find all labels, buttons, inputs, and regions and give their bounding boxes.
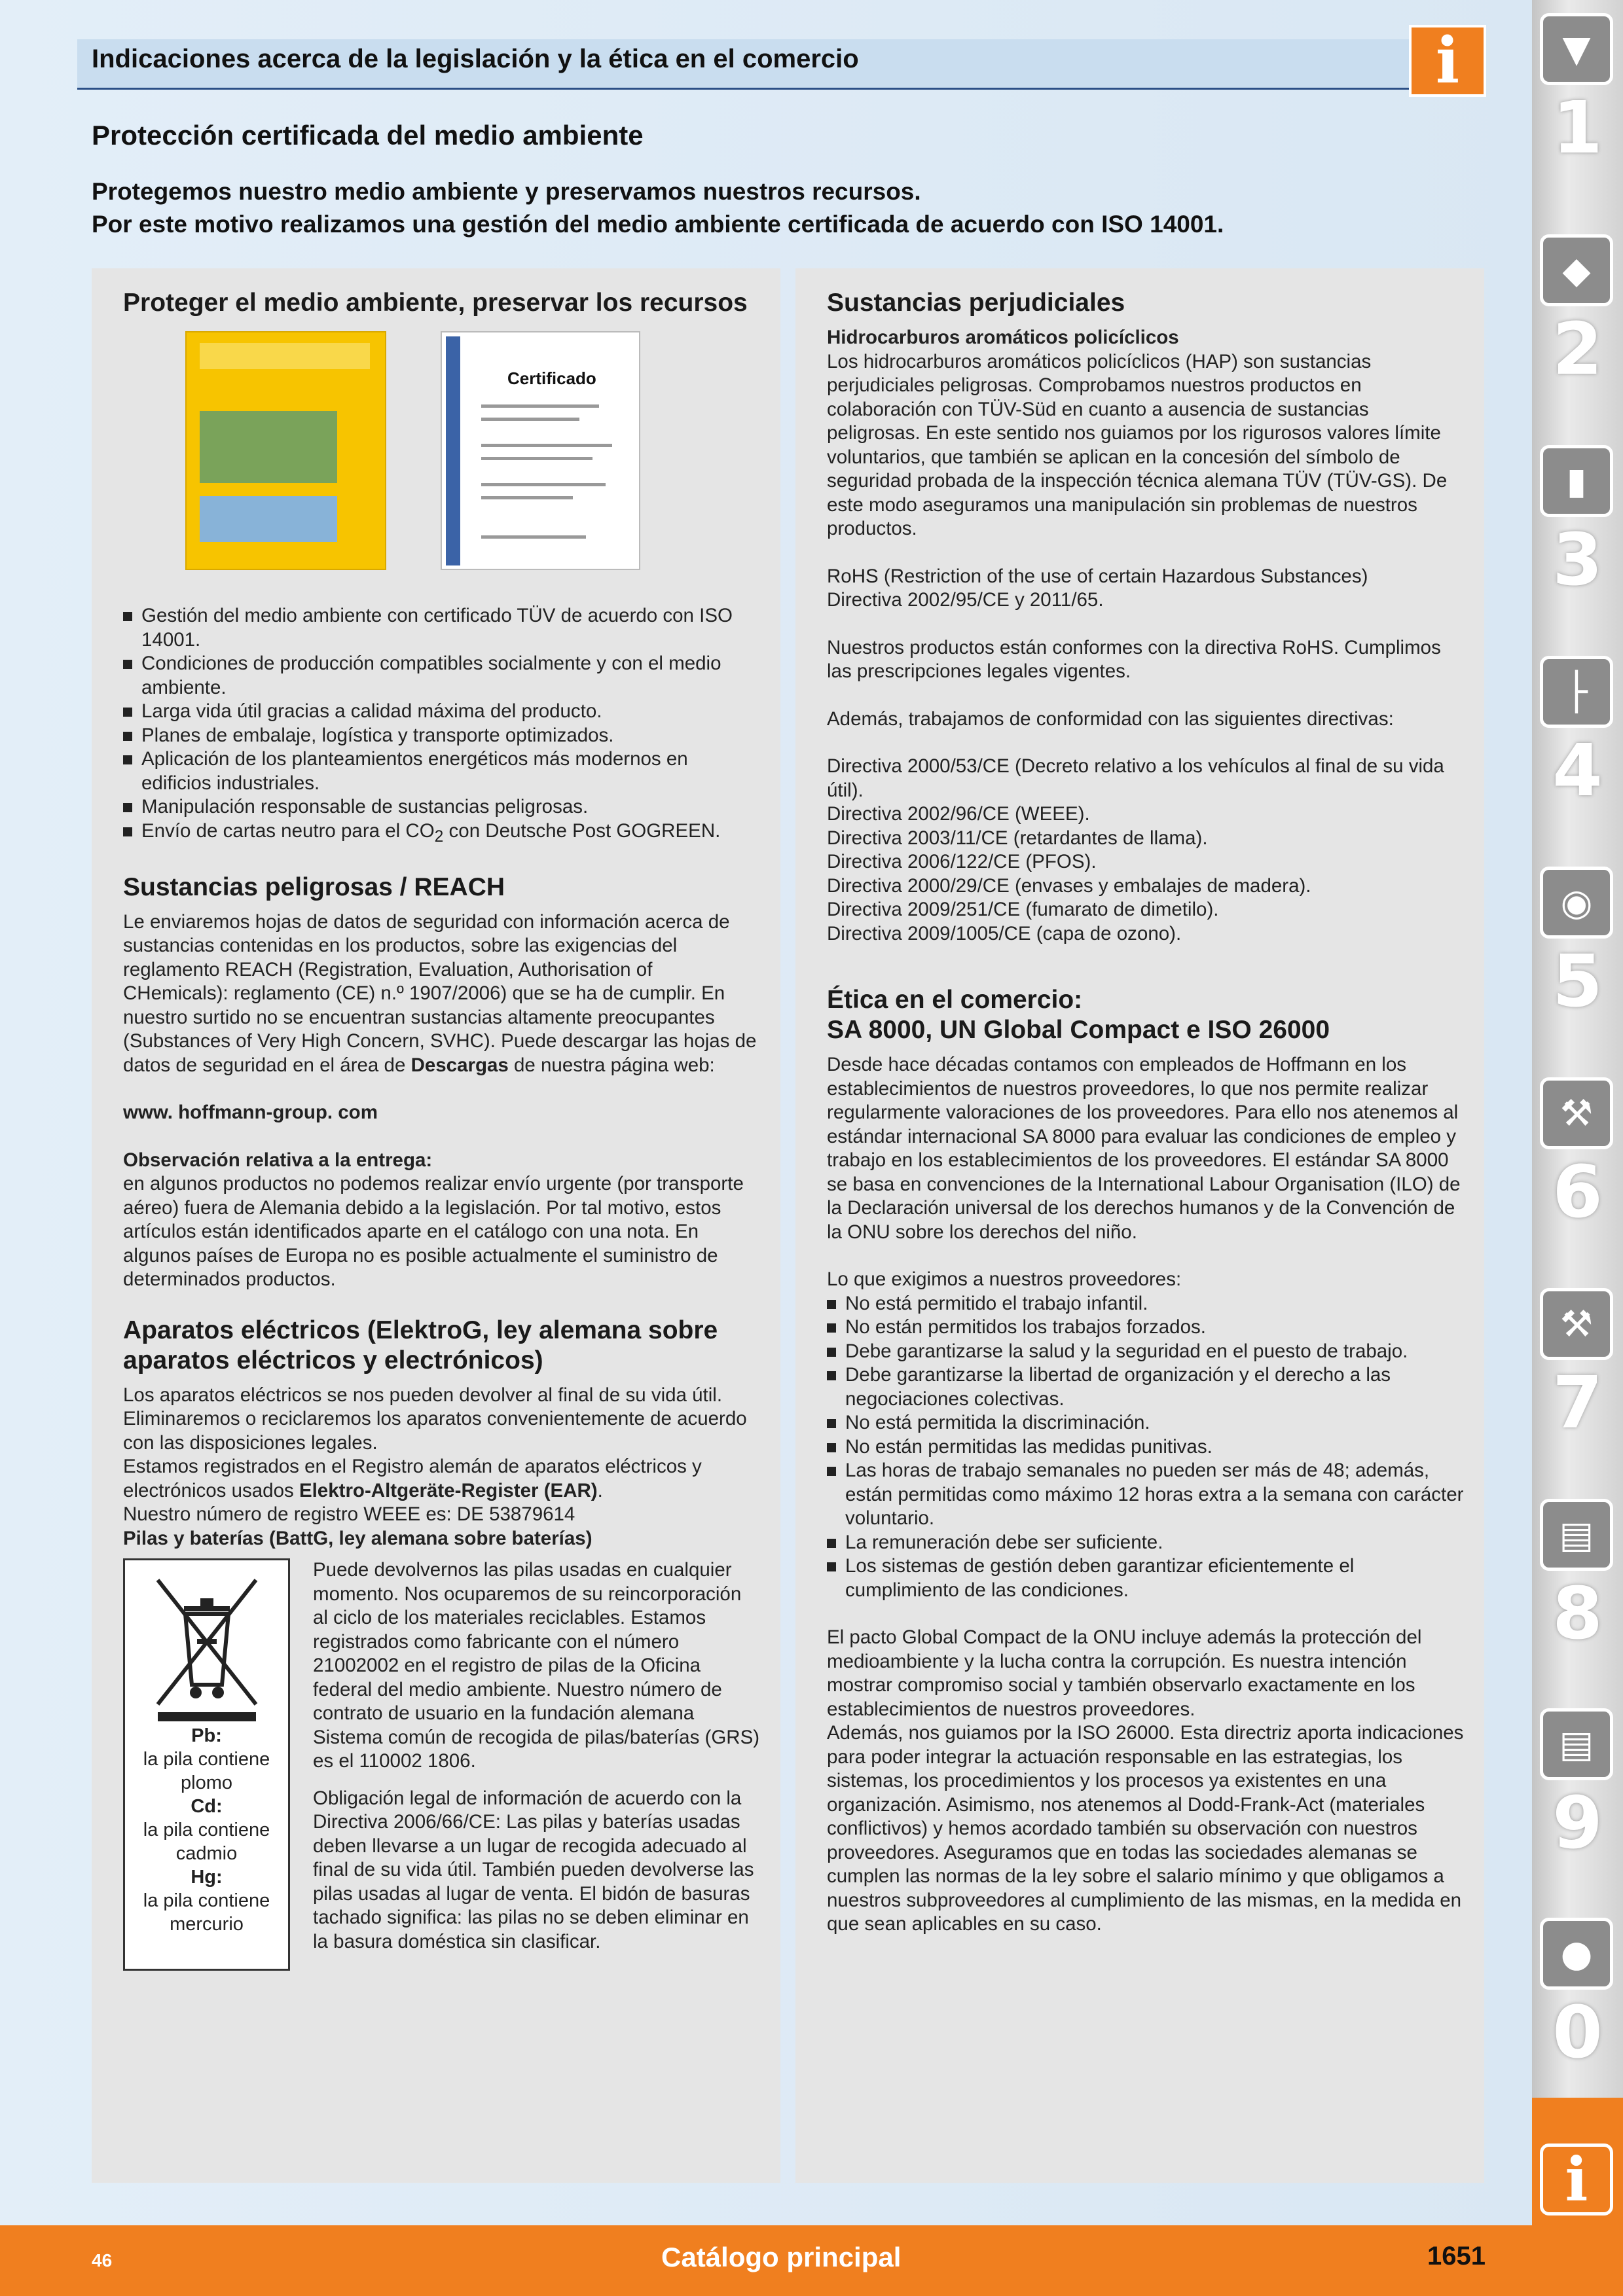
list-item: Debe garantizarse la libertad de organización y el derecho a las negociaciones colectivas. — [827, 1363, 1465, 1411]
tab-2[interactable]: ◆ 2 — [1540, 234, 1615, 391]
battery-symbol-box — [123, 1558, 290, 1971]
page-number: 46 — [92, 2250, 113, 2270]
tab-7[interactable]: ⚒ 7 — [1540, 1288, 1615, 1445]
battery-return-text: Puede devolvernos las pilas usadas en cualquier momento. Nos ocuparemos de su reincorporación al ciclo de los materiales reciclables. Estamos registrados como fabricante con el número 21002002 en el registro de pilas de la Oficina federal del medio ambiente. Nuestro número de contrato de usuario en la fundación alemana Sistema común de recogida de pilas/baterías (GRS) es el 110002 1806. — [313, 1559, 760, 1772]
mercury-label: Hg: — [191, 1867, 223, 1888]
left-column — [123, 288, 761, 1954]
list-item: Debe garantizarse la salud y la seguridad en el puesto de trabajo. — [827, 1340, 1465, 1364]
crossed-bin-icon — [151, 1573, 263, 1724]
tab-0[interactable]: ● 0 — [1540, 1918, 1615, 2075]
battery-text — [313, 1558, 761, 1954]
directive-item: Directiva 2006/122/CE (PFOS). — [827, 851, 1097, 872]
tab-3[interactable]: ▮ 3 — [1540, 445, 1615, 602]
tab-9[interactable]: ▤ 9 — [1540, 1708, 1615, 1865]
tab-4[interactable]: ├ 4 — [1540, 656, 1615, 813]
list-item: Condiciones de producción compatibles socialmente y con el medio ambiente. — [123, 652, 761, 700]
certificate-label: Certificado — [507, 368, 596, 388]
catalog-title: Catálogo principal — [661, 2242, 902, 2272]
list-item: No están permitidos los trabajos forzados. — [827, 1316, 1465, 1340]
list-item: La remuneración debe ser suficiente. — [827, 1531, 1465, 1555]
directive-item: Directiva 2009/251/CE (fumarato de dimetilo). — [827, 899, 1219, 920]
list-item: Las horas de trabajo semanales no pueden ser más de 48; además, están permitidas como máximo 12 horas extra a la semana con carácter voluntario. — [827, 1459, 1465, 1531]
elektro-heading: Aparatos eléctricos (ElektroG, ley alemana sobre aparatos eléctricos y electrónicos) — [123, 1316, 718, 1374]
page-title: Indicaciones acerca de la legislación y la ética en el comercio — [92, 45, 859, 73]
global-compact-text: El pacto Global Compact de la ONU incluye además la protección del medioambiente y la lucha contra la corrupción. Es nuestra intención mostrar compromiso social y también observarlo exactamente en los establecimientos de nuestros proveedores. — [827, 1626, 1422, 1720]
section-title: Protección certificada del medio ambiente — [92, 120, 644, 151]
reach-text: Le enviaremos hojas de datos de seguridad con información acerca de sustancias contenidas en los productos, sobre las exigencias del reglamento REACH (Registration, Evaluation, Authorisation of CHemicals): reglamento (CE) n.º 1907/2006) que se ha de cumplir. En nuestro surtido no se encuentran sustancias altamente preocupantes (Substances of Very High Concern, SVHC). Puede descargar las hojas de datos de seguridad en el área de Descargas de nuestra página web: — [123, 910, 757, 1076]
intro-line: Protegemos nuestro medio ambiente y preservamos nuestros recursos. — [92, 178, 921, 205]
delivery-heading: Observación relativa a la entrega: — [123, 1149, 433, 1171]
ethics-subheading: SA 8000, UN Global Compact e ISO 26000 — [827, 1016, 1330, 1044]
directive-item: Directiva 2002/96/CE (WEEE). — [827, 803, 1090, 825]
tab-info[interactable] — [1532, 2098, 1623, 2296]
battery-obligation-text: Obligación legal de información de acuerdo con la Directiva 2006/66/CE: Las pilas y baterías usadas deben llevarse a un lugar de recogida adecuado al final de su vida útil. También pueden devolverse las pilas usadas al lugar de venta. El bidón de basuras tachado significa: las pilas no se deben eliminar en la basura doméstica sin clasificar. — [313, 1787, 754, 1952]
elektro-register: Estamos registrados en el Registro alemán de aparatos eléctricos y electrónicos usados Elektro-Altgeräte-Register (EAR). — [123, 1456, 702, 1501]
rohs-directive: Directiva 2002/95/CE y 2011/65. — [827, 589, 1104, 611]
battery-section — [123, 1558, 761, 1954]
lead-label: Pb: — [191, 1725, 222, 1747]
intro-line: Por este motivo realizamos una gestión del medio ambiente certificada de acuerdo con ISO 14001. — [92, 211, 1224, 238]
saw-blade-icon: ◉ — [1540, 867, 1613, 939]
tab-5[interactable]: ◉ 5 — [1540, 867, 1615, 1024]
insert-icon: ◆ — [1540, 234, 1613, 306]
directive-item: Directiva 2003/11/CE (retardantes de llama). — [827, 827, 1208, 849]
workbench-icon: ▤ — [1540, 1499, 1613, 1571]
lead-desc: la pila contiene plomo — [143, 1749, 270, 1794]
iso-text: Además, nos guiamos por la ISO 26000. Esta directriz aporta indicaciones para poder integrar la actuación responsable en las estrategias, los sistemas, los procedimientos y los procesos ya existentes en una organización. Asimismo, nos atenemos al Dodd-Frank-Act (materiales conflictivos) y hemos acordado también su observación con nuestros proveedores. Aseguramos que en todas las sociedades alemanas se cumplen las normas de la ley sobre el salario mínimo y que obligamos a nuestros subproveedores al cumplimiento de las mismas, en la medida en que sean aplicables en su caso. — [827, 1722, 1464, 1935]
list-item: Planes de embalaje, logística y transporte optimizados. — [123, 724, 761, 748]
battery-heading: Pilas y baterías (BattG, ley alemana sobre baterías) — [123, 1527, 593, 1549]
list-item: Larga vida útil gracias a calidad máxima del producto. — [123, 700, 761, 724]
tool-holder-icon: ▮ — [1540, 445, 1613, 517]
list-item: No está permitida la discriminación. — [827, 1411, 1465, 1435]
rohs-text: Nuestros productos están conformes con la directiva RoHS. Cumplimos las prescripciones legales vigentes. — [827, 636, 1441, 682]
reach-heading: Sustancias peligrosas / REACH — [123, 872, 505, 901]
wrench-icon: ⚒ — [1540, 1077, 1613, 1149]
protect-heading: Proteger el medio ambiente, preservar los recursos — [123, 289, 748, 317]
harmful-heading: Sustancias perjudiciales — [827, 289, 1125, 317]
directives-intro: Además, trabajamos de conformidad con las siguientes directivas: — [827, 708, 1394, 730]
drill-bit-icon: ▼ — [1540, 13, 1613, 85]
brochure-image — [185, 331, 386, 570]
mercury-desc: la pila contiene mercurio — [143, 1890, 270, 1935]
catalog-page-number: 1651 — [1427, 2242, 1486, 2270]
list-item: No están permitidas las medidas punitivas. — [827, 1435, 1465, 1460]
website-link[interactable]: www. hoffmann-group. com — [123, 1102, 378, 1124]
requirements-list — [827, 1292, 1465, 1603]
directive-item: Directiva 2000/53/CE (Decreto relativo a los vehículos al final de su vida útil). — [827, 755, 1444, 801]
tab-1[interactable]: ▼ 1 — [1540, 13, 1615, 170]
list-item: Manipulación responsable de sustancias peligrosas. — [123, 795, 761, 819]
delivery-text: en algunos productos no podemos realizar envío urgente (por transporte aéreo) fuera de Alemania debido a la legislación. Por tal motivo, estos artículos están identificados aparte en el catálogo con una nota. En algunos países de Europa no es posible actualmente el suministro de determinados productos. — [123, 1173, 744, 1291]
cadmium-label: Cd: — [191, 1796, 223, 1818]
certificate-image — [441, 331, 640, 570]
environment-list — [123, 604, 761, 849]
cabinet-icon: ▤ — [1540, 1708, 1613, 1780]
ethics-text: Desde hace décadas contamos con empleados de Hoffmann en los establecimientos de nuestros proveedores, lo que nos permite realizar regularmente valoraciones de los proveedores. Para ello nos atenemos al estándar internacional SA 8000 para evaluar las condiciones de empleo y trabajo en los establecimientos de los proveedores. El estándar SA 8000 se basa en convenciones de la International Labour Organisation (ILO) de la Declaración universal de los derechos humanos y de la Convención de la ONU sobre los derechos del niño. — [827, 1054, 1461, 1243]
info-icon: i — [1540, 2144, 1613, 2215]
hap-heading: Hidrocarburos aromáticos policíclicos — [827, 327, 1179, 348]
right-column — [827, 288, 1465, 1937]
elektro-text: Los aparatos eléctricos se nos pueden devolver al final de su vida útil. Eliminaremos o reciclaremos los aparatos convenientemente de acuerdo con las disposiciones legales. — [123, 1384, 747, 1454]
list-item: Gestión del medio ambiente con certificado TÜV de acuerdo con ISO 14001. — [123, 604, 761, 652]
chapter-tabs — [1532, 0, 1623, 2296]
safety-gear-icon: ● — [1540, 1918, 1613, 1990]
rohs-line: RoHS (Restriction of the use of certain Hazardous Substances) — [827, 565, 1368, 587]
hap-text: Los hidrocarburos aromáticos policíclicos (HAP) son sustancias perjudiciales peligrosas. Comprobamos nuestros productos en colaboración con TÜV-Süd en cuanto a ausencia de sustancias peligrosas. En este sentido nos guiamos por los rigurosos valores límite voluntarios, que también se aplican en la concesión del símbolo de seguridad probada de la inspección técnica alemana TÜV (TÜV-GS). De este modo aseguramos una manipulación sin problemas de nuestros productos. — [827, 350, 1448, 539]
tab-6[interactable]: ⚒ 6 — [1540, 1077, 1615, 1234]
tab-8[interactable]: ▤ 8 — [1540, 1499, 1615, 1656]
weee-number: Nuestro número de registro WEEE es: DE 53879614 — [123, 1503, 575, 1526]
cadmium-desc: la pila contiene cadmio — [143, 1820, 270, 1865]
caliper-icon: ├ — [1540, 656, 1613, 728]
certificate-images — [123, 326, 761, 571]
list-item: Envío de cartas neutro para el $CO_2$ con Deutsche Post GOGREEN. — [123, 819, 761, 849]
intro-text — [92, 175, 1224, 241]
list-item: No está permitido el trabajo infantil. — [827, 1292, 1465, 1316]
directive-item: Directiva 2009/1005/CE (capa de ozono). — [827, 922, 1182, 944]
directive-item: Directiva 2000/29/CE (envases y embalajes de madera). — [827, 874, 1311, 897]
ethics-heading: Ética en el comercio: — [827, 986, 1083, 1014]
list-item: Los sistemas de gestión deben garantizar eficientemente el cumplimiento de las condiciones. — [827, 1554, 1465, 1602]
footer — [0, 2225, 1532, 2296]
info-badge-icon: i — [1409, 25, 1486, 97]
list-item: Aplicación de los planteamientos energéticos más modernos en edificios industriales. — [123, 747, 761, 795]
hammer-pliers-icon: ⚒ — [1540, 1288, 1613, 1360]
requirements-intro: Lo que exigimos a nuestros proveedores: — [827, 1268, 1182, 1290]
